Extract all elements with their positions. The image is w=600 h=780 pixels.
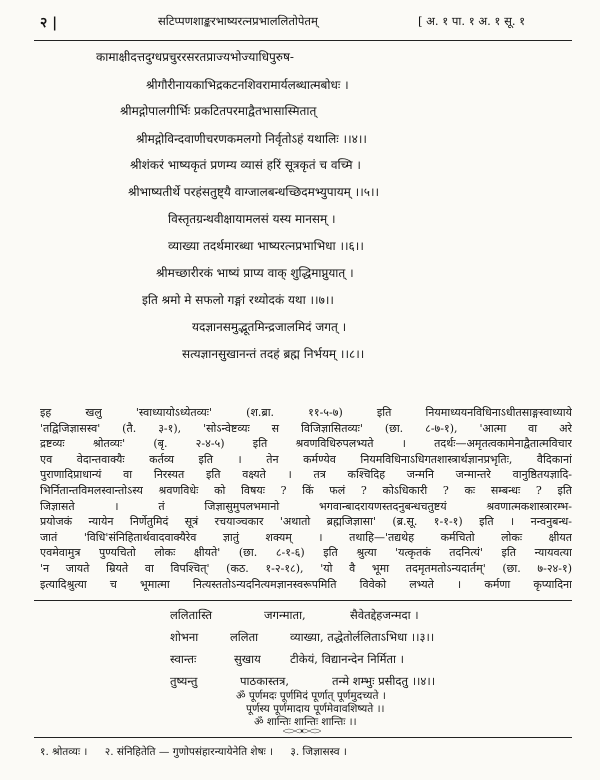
commentary-line: 'न जायते म्रियते वा विपश्चित्' (कठ. १-२-१८), 'यो वै भूमा तदमृतमतोऽन्यदार्तम्' (छा. ७-२४-१) xyxy=(40,561,572,575)
opening-verse-line: श्रीगौरीनायकाभिद्रकटनशिवरामार्यलब्धात्मबोधः । xyxy=(146,78,349,92)
dedicatory-verse-word: तन्मे शम्भुः प्रसीदतु ।।४।। xyxy=(332,674,436,688)
dedicatory-verse-word: सैवेतद्देहजन्मदा । xyxy=(350,608,419,622)
footnotes xyxy=(40,745,572,759)
opening-verse-line: कामाक्षीदत्तदुग्धप्रचुररसरतप्राज्यभोज्याधिपुरुष- xyxy=(96,50,294,64)
footnote: ३. जिज्ञासस्व । xyxy=(290,746,347,758)
dedicatory-verse-word: तुष्यन्तु xyxy=(170,674,198,688)
dedicatory-verse-word: जगन्माता, xyxy=(264,608,306,622)
opening-verse-line: श्रीमद्गोपालगीर्भिः प्रकटितपरमाद्वैतभासास्मितात् xyxy=(120,104,317,118)
page-number: २ | xyxy=(40,15,58,31)
commentary-body xyxy=(40,405,572,592)
dedicatory-verse-word: ललिता xyxy=(230,630,259,644)
sutra-reference: [ अ. १ पा. १ अ. १ सू. १ xyxy=(418,14,526,28)
opening-verse-line: सत्यज्ञानसुखानन्तं तदहं ब्रह्म निर्भयम् ।।८।। xyxy=(182,347,365,361)
dedicatory-verse-word: व्याख्या, तद्धेतोर्ललिताऽभिधा ।।३।। xyxy=(290,630,435,644)
dedicatory-verse-word: टीकेयं, विद्यानन्देन निर्मिता । xyxy=(290,652,405,666)
dedicatory-verse-word: सुखाय xyxy=(234,652,261,666)
commentary-line: द्रष्टव्यः श्रोतव्यः' (बृ. २-४-५) इति श्रवणविधिरुपलभ्यते । तदर्थः—अमृतत्वकामेनाद्वैतात्मविचार xyxy=(40,437,572,451)
commentary-line: इह खलु 'स्वाध्यायोऽध्येतव्यः' (श.ब्रा. ११-५-७) इति नियमाध्ययनविधिनाऽधीतसाङ्गस्वाध्याये xyxy=(40,406,572,419)
commentary-line: एवमेवामुत्र पुण्यचितो लोकः क्षीयते' (छा. ८-१-६) इति श्रुत्या 'यत्कृतकं तदनित्यं' इति न्यायवत्या xyxy=(40,546,572,560)
opening-verse-line: श्रीभाष्यतीर्थे परहंसतुष्ट्यै वाग्जालबन्धच्छिदमभ्युपायम् ।।५।। xyxy=(128,185,380,199)
running-title: सटिप्पणशाङ्करभाष्यरत्नप्रभाललितोपेतम् xyxy=(158,14,318,28)
opening-verse-line: विस्तृतग्रन्थवीक्षायामलसं यस्य मानसम् । xyxy=(168,212,336,226)
commentary-line: पुराणादिप्राधान्यं वा निरस्यत इति वक्ष्यते । तत्र कश्चिदिह जन्मनि जन्मान्तरे वानुष्ठितयज्ञादि- xyxy=(40,468,572,482)
dedicatory-verse-word: स्वान्तः xyxy=(170,652,197,666)
dedicatory-verse-word: ललितास्ति xyxy=(170,608,213,622)
shanti-line: ॐ शान्तिः शान्तिः शान्तिः ।। xyxy=(254,716,357,728)
commentary-line: जातं 'विधि'संनिहितार्थवादवाक्यैरेव ज्ञातुं शक्यम् । तथाहि—'तद्यथेह कर्मचितो लोकः क्षीयत xyxy=(40,530,572,544)
ornament-flourish-icon xyxy=(262,727,342,735)
opening-verse-line: यदज्ञानसमुद्भूतमिन्द्रजालमिदं जगत् । xyxy=(192,320,347,334)
opening-verse-line: श्रीमद्गोविन्दवाणीचरणकमलगो निर्वृतोऽहं यथालिः ।।४।। xyxy=(136,132,367,146)
commentary-line: भिर्नितान्तविमलस्वान्तोऽस्य श्रवणविधेः को विषयः ? किं फलं ? कोऽधिकारी ? कः सम्बन्धः ? इति xyxy=(40,483,572,497)
opening-verse-line: श्रीमच्छारीरकं भाष्यं प्राप्य वाक् शुद्धिमाप्नुयात् । xyxy=(156,266,354,280)
shanti-line: पूर्णस्य पूर्णमादाय पूर्णमेवावशिष्यते ।। xyxy=(246,703,385,715)
opening-verse-line: श्रीशंकरं भाष्यकृतं प्रणम्य व्यासं हरिं सूत्रकृतं च वच्मि । xyxy=(130,158,361,172)
commentary-line: एव वेदान्तवाक्यैः कर्तव्य इति । तेन कर्मण्येव नियमविधिनाऽधिगतशास्त्रार्थज्ञानप्रभृतिः, वैदिकानां xyxy=(40,452,572,466)
section-rule xyxy=(34,600,572,601)
dedicatory-verse-word: पाठकास्तत्र, xyxy=(240,674,290,688)
header-rule xyxy=(34,40,572,41)
opening-verse-line: इति श्रमो मे सफलो गङ्गां रथ्योदकं यथा ।।७।। xyxy=(142,293,334,307)
dedicatory-verse-word: शोभना xyxy=(170,630,199,644)
commentary-line: प्रयोजकं न्यायेन निर्णेतुमिदं सूत्रं रचयाञ्चकार 'अथातो ब्रह्मजिज्ञासा' (ब्र.सू. १-१-१) इति । नन्वनुबन्ध- xyxy=(40,515,572,529)
shanti-line: ॐ पूर्णमदः पूर्णमिदं पूर्णात् पूर्णमुदच्यते । xyxy=(236,690,386,702)
commentary-line: 'तद्विजिज्ञासस्व' (तै. ३-१), 'सोऽन्वेष्टव्यः स विजिज्ञासितव्यः' (छा. ८-७-१), 'आत्मा वा अरे xyxy=(40,421,572,435)
footnote: १. श्रोतव्यः । xyxy=(40,746,88,758)
opening-verse-line: व्याख्या तदर्थमारब्धा भाष्यरत्नप्रभाभिधा ।।६।। xyxy=(168,239,364,253)
commentary-line: जिज्ञासते । तं जिज्ञासुमुपलभमानो भगवान्बादरायणस्तदनुबन्धचतुष्टयं श्रवणात्मकशास्त्रारम्भ- xyxy=(40,499,572,513)
footnote-rule xyxy=(34,737,572,738)
footnote: २. संनिहितेति — गुणोपसंहारन्यायेनेति शेषः । xyxy=(104,746,274,758)
running-header xyxy=(0,10,600,38)
commentary-line: इत्यादिश्रुत्या च भूमात्मा नित्यस्ततोऽन्यदनित्यमज्ञानस्वरूपमिति विवेको लभ्यते । कर्मणा कृप्यादिना xyxy=(40,577,572,591)
